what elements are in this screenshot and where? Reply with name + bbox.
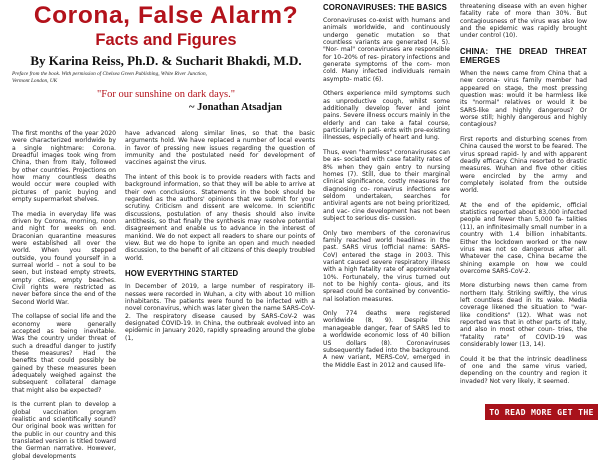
text-column-4 (460, 3, 587, 392)
text-column-2 (125, 130, 315, 349)
paragraph: Only 774 deaths were registered worldwide (8, 9). Despite this manageable danger, fear of SARS led to a worldwide economic loss of 40 billion US dollars (8). Coronaviruses subsequently faded into the background. A new variant, MERS-CoV, emerged in the Middle East in 2012 and caused life- (323, 310, 450, 369)
text-column-1 (12, 130, 116, 467)
paragraph: First reports and disturbing scenes from China caused the worst to be feared. The virus spread rapid- ly and with apparent deadly efficacy. China resorted to drastic measures. Wuhan and five other cities were encircled by the army and completely isolated from the outside world. (460, 135, 587, 195)
text-column-3 (323, 3, 450, 376)
section-heading-coronaviruses-basics: CORONAVIRUSES: THE BASICS (323, 3, 448, 12)
paragraph: Thus, even "harmless" coronaviruses can be as- sociated with case fatality rates of 8% when they gain entry to nursing homes (7). Still, due to their marginal clinical significance, costly measures for diagnosing co- ronavirus infections are seldom undertaken, searches for antiviral agents are not being prioritized, and vac- cine development has not been subject to serious dis- cussion. (323, 148, 450, 222)
paragraph: The media in everyday life was driven by Corona, morning, noon and night for weeks on end. Draconian quarantine measures were established all over the world. When you stepped outside, you found yourself in a surreal world – not a soul to be seen, but instead empty streets, empty cities, empty beaches. Civil rights were restricted as never before since the end of the Second World War. (12, 210, 116, 306)
paragraph: have advanced along similar lines, so that the basic arguments hold. We have replaced a number of local events in favor of pressing new issues regarding the question of immunity and the postulated need for development of vaccines against the virus. (125, 130, 315, 167)
book-title: Corona, False Alarm? (33, 2, 299, 29)
dedication-quote: "For our sunshine on dark days." (96, 89, 236, 101)
paragraph: The collapse of social life and the economy were generally accepted as being inevitable. Was the country under threat of such a dreadful danger to justify these measures? Had the benefits that could possibly be gained by these measures been adequately weighed against the subsequent collateral damage that might also be expected? (12, 313, 116, 394)
book-header (12, 0, 320, 114)
paragraph: Could it be that the intrinsic deadliness of one and the same virus varied, depending on the country and region it invaded? Not very likely, it seemed. (460, 355, 587, 385)
book-subtitle: Facts and Figures (95, 31, 237, 49)
paragraph: threatening disease with an even higher fatality rate of more than 30%. But contagiousness of the virus was also low and the epidemic was rapidly brought under control (10). (460, 3, 587, 40)
paragraph: Coronaviruses co-exist with humans and animals worldwide, and continuously undergo genetic mutation so that countless variants are generated (4, 5). "Nor- mal" coronaviruses are responsible for 10–20% of res- piratory infections and generate symptoms of the com- mon cold. Many infected individuals remain asympto- matic (6). (323, 17, 450, 83)
book-authors: By Karina Reiss, Ph.D. & Sucharit Bhakdi, M.D. (30, 53, 302, 68)
paragraph: The intent of this book is to provide readers with facts and background information, so that they will be able to arrive at their own conclusions. Statements in the book should be regarded as the authors' opinions that we submit for your scrutiny. Criticism and dissent are welcome. In scientific discussions, postulation of any thesis should also invite antithesis, so that finally the synthesis may resolve potential disagreement and enable us to advance in the interest of mankind. We do not expect all readers to share our points of view. But we do hope to ignite an open and much needed discussion, to the benefit of all citizens of this deeply troubled world. (125, 173, 315, 262)
paragraph: At the end of the epidemic, official statistics reported about 83,000 infected people and fewer than 5,000 fa- talities (11), an infinitesimally small number in a country with 1.4 billion inhabitants. Either the lockdown worked or the new virus was not so dangerous after all. Whatever the case, China became the shining example on how we could overcome SARS-CoV-2. (460, 201, 587, 275)
section-heading-how-everything-started: HOW EVERYTHING STARTED (125, 269, 239, 279)
paragraph: In December of 2019, a large number of respiratory ill- nesses were recorded in Wuhan, a city with about 10 million inhabitants. The patients were found to be infected with a novel coronavirus, which was later given the name SARS-CoV-2. The respiratory disease caused by SARS-CoV-2 was designated COVID-19. In China, the outbreak evolved into an epidemic in January 2020, rapidly spreading around the globe (1, (125, 283, 315, 342)
paragraph: More disturbing news then came from northern Italy. Striking swiftly, the virus left countless dead in its wake. Media coverage likened the situation to "war- like conditions" (12). What was not reported was that in other parts of Italy, and also in most other coun- tries, the "fatality rate" of COVID-19 was considerably lower (13, 14). (460, 282, 587, 349)
paragraph: Is the current plan to develop a global vaccination program realistic and scientifically sound? Our original book was written for the public in our country and this translated version is titled toward the German narrative. However, global developments (12, 401, 116, 460)
get-the-book-button[interactable]: TO READ MORE GET THE BOOK (485, 404, 598, 420)
paragraph: Only two members of the coronavirus family reached world headlines in the past. SARS virus (official name: SARS-CoV) entered the stage in 2003. This variant caused severe respiratory illness with a high fatality rate of approximately 10%. Fortunately, the virus turned out not to be highly conta- gious, and its spread could be contained by conventio- nal isolation measures. (323, 229, 450, 303)
quote-author: ~ Jonathan Atsadjan (189, 102, 282, 114)
paragraph: When the news came from China that a new corona- virus family member had appeared on stage, the most pressing question was: would it be harmless like its "normal" relatives or would it be SARS-like and highly dangerous? Or worse still; highly dangerous and highly contagious? (460, 69, 587, 129)
preface-credit: Preface from the book. With permission of Chelsea Green Publishing, White River Junction, Vermont London, UK (12, 71, 207, 84)
paragraph: Others experience mild symptoms such as unproductive cough, whilst some additionally develop fever and joint pains. Severe illness occurs mainly in the elderly and can take a fatal course, particularly in pati- ents with pre-existing illnesses, especially of heart and lung. (323, 90, 450, 142)
paragraph: The first months of the year 2020 were characterized worldwide by a single nightmare: Corona. Dreadful images took wing from China, then from Italy, followed by other countries. Projections on how many countless deaths would occur were coupled with pictures of panic buying and empty supermarket shelves. (12, 130, 116, 204)
section-heading-china-threat: CHINA: THE DREAD THREAT EMERGES (460, 46, 587, 65)
